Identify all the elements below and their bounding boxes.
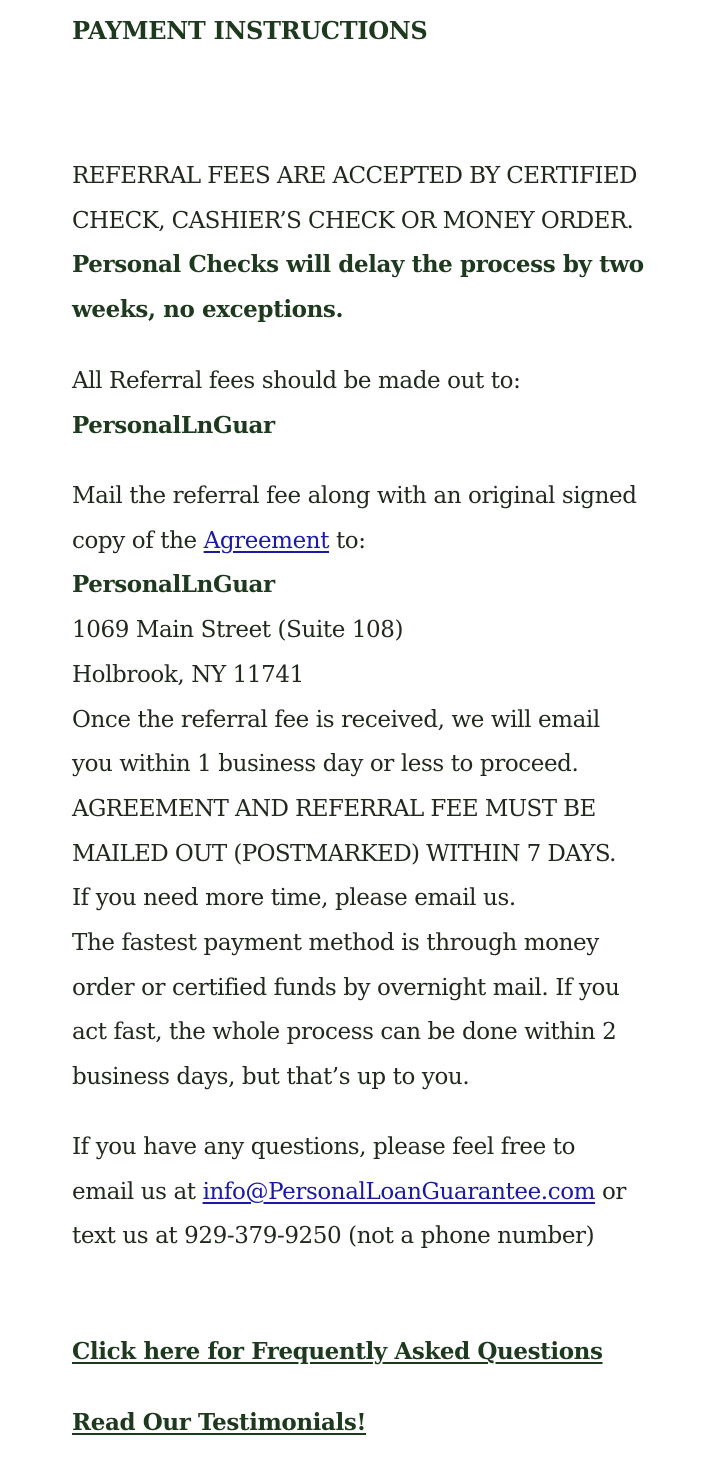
mail-recipient-name: PersonalLnGuar	[72, 571, 275, 599]
payee-intro: All Referral fees should be made out to:	[72, 368, 521, 394]
contact-line-3: text us at 929-379-9250 (not a phone number)	[72, 1223, 595, 1250]
fastest-method-1: The fastest payment method is through money	[72, 930, 599, 957]
contact-paragraph	[72, 1125, 626, 1259]
more-time-notice: If you need more time, please email us.	[72, 885, 516, 912]
mail-address-city: Holbrook, NY 11741	[72, 661, 304, 688]
mail-paragraph	[72, 474, 637, 1100]
deadline-notice-2: MAILED OUT (POSTMARKED) WITHIN 7 DAYS.	[72, 840, 616, 867]
mail-address-street: 1069 Main Street (Suite 108)	[72, 617, 404, 644]
mail-line-1: Mail the referral fee along with an original signed	[72, 483, 637, 509]
testimonials-link[interactable]: Read Our Testimonials!	[72, 1409, 367, 1436]
mail-line-2	[72, 519, 637, 564]
email-notice-1: Once the referral fee is received, we will email	[72, 706, 600, 733]
fastest-method-4: business days, but that’s up to you.	[72, 1064, 470, 1091]
testimonials-paragraph	[72, 1401, 366, 1446]
deadline-notice-1: AGREEMENT AND REFERRAL FEE MUST BE	[72, 795, 596, 822]
contact-line-2-suffix: or	[595, 1178, 627, 1205]
personal-checks-warning-1: Personal Checks will delay the process by two	[72, 251, 644, 279]
contact-line-1: If you have any questions, please feel free to	[72, 1134, 576, 1160]
page-title: PAYMENT INSTRUCTIONS	[72, 16, 428, 45]
email-notice-2: you within 1 business day or less to proceed.	[72, 751, 579, 778]
fees-line-2: CHECK, CASHIER’S CHECK OR MONEY ORDER.	[72, 207, 634, 234]
contact-line-2	[72, 1170, 626, 1215]
faq-link[interactable]: Click here for Frequently Asked Questions	[72, 1338, 603, 1365]
payee-name: PersonalLnGuar	[72, 411, 275, 439]
mail-line-2-suffix: to:	[329, 527, 366, 554]
contact-line-2-prefix: email us at	[72, 1178, 203, 1205]
fastest-method-3: act fast, the whole process can be done within 2	[72, 1019, 617, 1046]
personal-checks-warning-2: weeks, no exceptions.	[72, 296, 344, 324]
fastest-method-2: order or certified funds by overnight mail. If you	[72, 974, 620, 1001]
fees-paragraph	[72, 154, 644, 333]
mail-line-2-prefix: copy of the	[72, 527, 204, 554]
agreement-link[interactable]: Agreement	[203, 527, 330, 554]
email-link[interactable]: info@PersonalLoanGuarantee.com	[202, 1178, 596, 1205]
payee-paragraph	[72, 359, 520, 448]
faq-paragraph	[72, 1330, 603, 1375]
fees-line-1: REFERRAL FEES ARE ACCEPTED BY CERTIFIED	[72, 163, 637, 189]
